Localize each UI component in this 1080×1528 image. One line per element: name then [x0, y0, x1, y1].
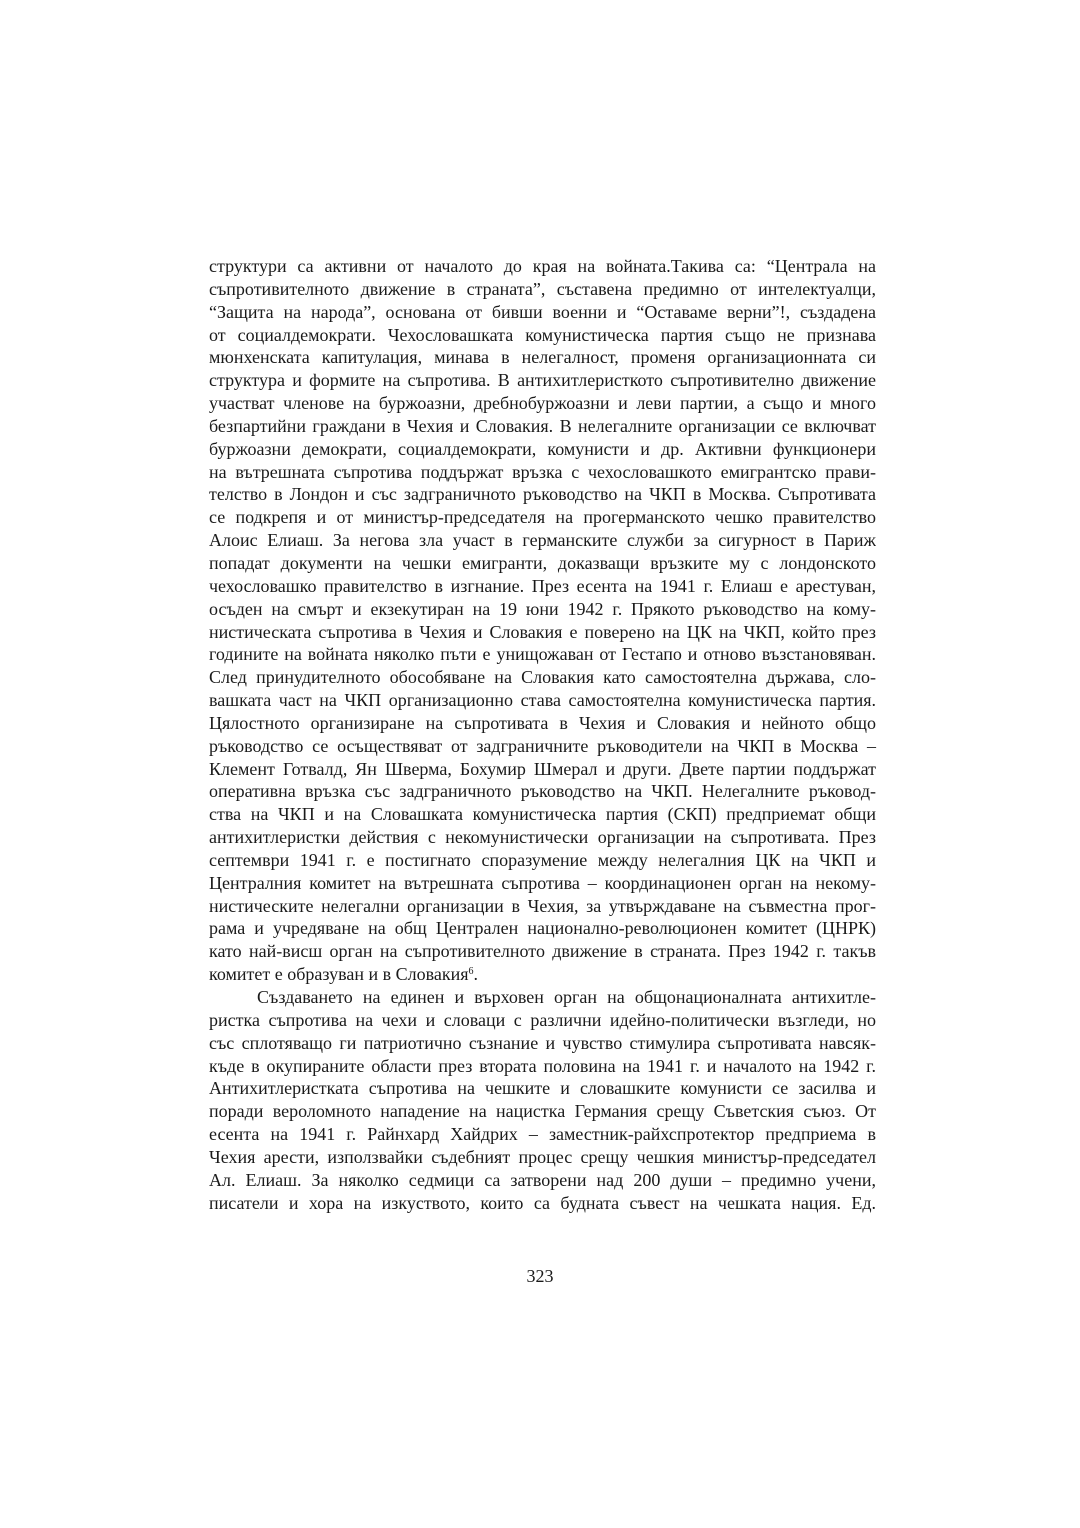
text-line: Алоис Елиаш. За негова зла участ в германските служби за сигурност в Париж	[209, 530, 876, 551]
text-line: Цялостното организиране на съпротивата в Чехия и Словакия и нейното общо	[209, 712, 876, 733]
text-line: структура и формите на съпротива. В антихитлеристкото съпротивително движение	[209, 370, 876, 391]
text-line: буржоазни демократи, социалдемократи, комунисти и др. Активни функционери	[209, 438, 876, 459]
text-line: чехословашко правителство в изгнание. През есента на 1941 г. Елиаш е арестуван,	[209, 575, 876, 596]
text-line: къде в окупираните области през втората половина на 1941 г. и началото на 1942 г.	[209, 1055, 876, 1076]
text-line: структури са активни от началото до края на войната.Такива са: “Централа на	[209, 256, 876, 276]
text-line: ръководство се осъществяват от задграничните ръководители на ЧКП в Москва –	[209, 735, 876, 756]
text-line: участват членове на буржоазни, дребнобуржоазни и леви партии, а също и много	[209, 393, 876, 414]
paragraph-1	[209, 255, 876, 986]
text-line: есента на 1941 г. Райнхард Хайдрих – заместник-райхспротектор предприема в	[209, 1124, 876, 1145]
text-line: телство в Лондон и със задграничното ръководство на ЧКП в Москва. Съпротивата	[209, 484, 876, 505]
text-line: След принудителното обособяване на Словакия като самостоятелна държава, сло-	[209, 667, 876, 688]
final-line-text: комитет е образуван и в Словакия	[209, 964, 469, 985]
body-text	[209, 255, 876, 1214]
text-line: безпартийни граждани в Чехия и Словакия. В нелегалните организации се включват	[209, 415, 876, 436]
footnote-reference[interactable]: 6	[468, 966, 474, 978]
text-line: Ал. Елиаш. За няколко седмици са затворени над 200 души – предимно учени,	[209, 1169, 876, 1190]
text-line-final	[209, 963, 876, 986]
text-line: ства на ЧКП и на Словашката комунистическа партия (СКП) предприемат общи	[209, 804, 876, 825]
page-number: 323	[526, 1266, 554, 1286]
text-line: като най-висш орган на съпротивителното движение в страната. През 1942 г. такъв	[209, 941, 876, 962]
text-line: вашката част на ЧКП организационно става самостоятелна комунистическа партия.	[209, 690, 876, 711]
text-line: рама и учредяване на общ Централен национално-революционен комитет (ЦНРК)	[209, 918, 876, 939]
text-line: нистическата съпротива в Чехия и Словакия е поверено на ЦК на ЧКП, който през	[209, 621, 876, 642]
final-line-punct: .	[473, 964, 479, 985]
text-line: Централния комитет на вътрешната съпротива – координационен орган на некому-	[209, 872, 876, 893]
text-line: със сплотяващо ги патриотично съзнание и чувство стимулира съпротивата навсяк-	[209, 1032, 876, 1053]
text-line: Създаването на единен и върховен орган на общонационалната антихитле-	[257, 987, 876, 1007]
text-line: писатели и хора на изкуството, които са будната съвест на чешката нация. Ед.	[209, 1192, 876, 1213]
text-line: “Защита на народа”, основана от бивши военни и “Оставаме верни”!, създадена	[209, 301, 876, 322]
text-line: Клемент Готвалд, Ян Шверма, Бохумир Шмерал и други. Двете партии поддържат	[209, 758, 876, 779]
text-line: се подкрепя и от министър-председателя на прогерманското чешко правителство	[209, 507, 876, 528]
text-line: септември 1941 г. е постигнато споразумение между нелегалния ЦК на ЧКП и	[209, 849, 876, 870]
text-line: Антихитлеристката съпротива на чешките и словашките комунисти се засилва и	[209, 1078, 876, 1099]
text-line: мюнхенската капитулация, минава в нелегалност, променя организационната си	[209, 347, 876, 368]
text-line: годините на войната няколко пъти е унищожаван от Гестапо и отново възстановяван.	[209, 644, 876, 665]
text-line: на вътрешната съпротива поддържат връзка с чехословашкото емигрантско прави-	[209, 461, 876, 482]
text-line: Чехия арести, използвайки съдебният процес срещу чешкия министър-председател	[209, 1146, 876, 1167]
text-line: ристка съпротива на чехи и словаци с различни идейно-политически възгледи, но	[209, 1009, 876, 1030]
text-line: от социалдемократи. Чехословашката комунистическа партия също не признава	[209, 324, 876, 345]
text-line: антихитлеристки действия с некомунистически организации на съпротивата. През	[209, 827, 876, 848]
text-line: съпротивителното движение в страната”, съставена предимно от интелектуалци,	[209, 278, 876, 299]
paragraph-2	[209, 986, 876, 1214]
text-line: нистическите нелегални организации в Чехия, за утвърждаване на съвместна прог-	[209, 895, 876, 916]
text-line: оперативна връзка със задграничното ръководство на ЧКП. Нелегалните ръковод-	[209, 781, 876, 802]
text-line: попадат документи на чешки емигранти, доказващи връзките му с лондонското	[209, 552, 876, 573]
text-line: осъден на смърт и екзекутиран на 19 юни 1942 г. Прякото ръководство на кому-	[209, 598, 876, 619]
text-line: поради вероломното нападение на нацистка Германия срещу Съветския съюз. От	[209, 1101, 876, 1122]
